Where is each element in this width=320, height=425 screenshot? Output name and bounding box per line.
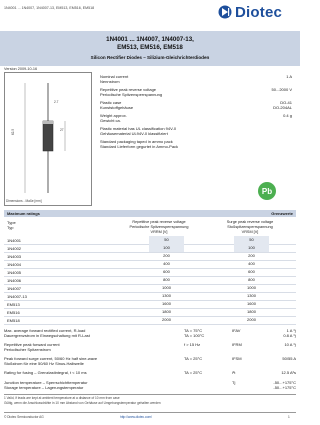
section-header-ratings: Maximum ratings Grenzwerte (4, 210, 296, 217)
part-range-header: 1N4001 ... 1N4007, 1N4007-13, EM513, EM516, EM518 (4, 6, 95, 10)
col1-sym: VRRM [V] (150, 230, 168, 234)
spec-row: Standard packaging taped in ammo pack Standard Lieferform gegurtet in Ammo-Pack (100, 139, 179, 149)
pb-free-icon: Pb (258, 182, 276, 200)
dim-length: 62.5 (11, 128, 16, 136)
col-type-de: Typ (7, 225, 14, 230)
version-label: Version 2009-10-16 (4, 67, 38, 71)
rating-row: Max. average forward rectified current, R-load Dauergrenzstrom in Einwegschaltung mit R-Last TA = 75°C TA = 100°C IFAV 1 A ¹) 0.8 A ¹) (4, 328, 296, 338)
col2-head: Surge peak reverse voltage (226, 220, 274, 224)
footer-divider (4, 412, 296, 413)
rating-row: Repetitive peak forward current Periodischer Spitzenstrom f > 15 Hz IFRM 10 A ¹) (4, 342, 296, 352)
page-subtitle: Silicon Rectifier Diodes – Silizium-Gleichrichterdioden (90, 55, 210, 60)
rating-row: Junction temperature – Sperrschichttemperatur Storage temperature – Lagerungstemperatur Tj -50...+175°C -50...+175°C (4, 380, 296, 390)
table-row: 1N4006 800 800 (4, 276, 296, 285)
rating-row: Peak forward surge current, 50/60 Hz half sine-wave Stoßstrom für eine 50/60 Hz Sinus-Halbwelle TA = 25°C IFSM 50/55 A (4, 356, 296, 366)
col1-head: Repetitive peak reverse voltage (132, 220, 186, 224)
brand-name: Diotec (235, 3, 283, 21)
col1-head-de: Periodische Spitzensperrspannung (129, 225, 189, 229)
table-row: 1N4003 200 200 (4, 252, 296, 261)
dimensions-label: Dimensions - Maße [mm] (6, 199, 42, 203)
divider (4, 394, 296, 395)
footer-url[interactable]: http://www.diotec.com/ (120, 415, 152, 419)
table-row: 1N4001 50 50 (4, 236, 296, 245)
page-number: 1 (288, 415, 290, 419)
col2-head-de: Stoßspitzensperrspannung (227, 225, 273, 229)
spec-row: Plastic case DO-41 Kunststoffgehäuse DO-204AL (100, 100, 292, 110)
table-row: 1N4005 600 600 (4, 268, 296, 277)
page-title-line1: 1N4001 ... 1N4007, 1N4007-13, (106, 36, 194, 43)
footnote-de: Gültig, wenn die Anschlussdrähte in 10 mm Abstand von Gehäuse auf Umgebungstemperatur gehalten werden (4, 401, 161, 405)
spec-row: Repetitive peak reverse voltage 50...2000 V Periodische Spitzensperrspannung (100, 87, 292, 97)
dim-dia: 2.7 (54, 100, 59, 104)
table-row: 1N4007 1000 1000 (4, 284, 296, 293)
diotec-logo (218, 4, 294, 20)
col2-sym: VRSM [V] (241, 230, 259, 234)
page-title-line2: EM513, EM516, EM518 (117, 44, 183, 51)
table-row: EM518 2000 2000 (4, 316, 296, 325)
dimension-drawing (4, 72, 92, 206)
spec-row: Nominal current 1 A Nennstrom (100, 74, 292, 84)
table-row: EM513 1600 1600 (4, 300, 296, 309)
footnote: 1 Valid, if leads are kept at ambient temperature at a distance of 10 mm from case (4, 396, 120, 400)
table-row: EM516 1800 1800 (4, 308, 296, 317)
spec-row: Weight approx. 0.4 g Gewicht ca. (100, 113, 292, 123)
diode-outline-icon (5, 73, 91, 205)
table-row: 1N4002 100 100 (4, 244, 296, 253)
col-type: Type (7, 220, 16, 225)
diotec-logo-icon (218, 5, 232, 19)
table-row: 1N4004 400 400 (4, 260, 296, 269)
dim-body: 27 (60, 128, 64, 132)
table-row: 1N4007-13 1300 1300 (4, 292, 296, 301)
rating-row: Rating for fusing – Grenzlastintegral, t < 10 ms TA = 25°C i²t 12.5 A²s (4, 370, 296, 375)
spec-row: Plastic material has UL classification 94V-0 Gehäusematerial UL94V-0 klassifiziert (100, 126, 177, 136)
footer-copyright: © Diotec Semiconductor AG (4, 415, 44, 419)
